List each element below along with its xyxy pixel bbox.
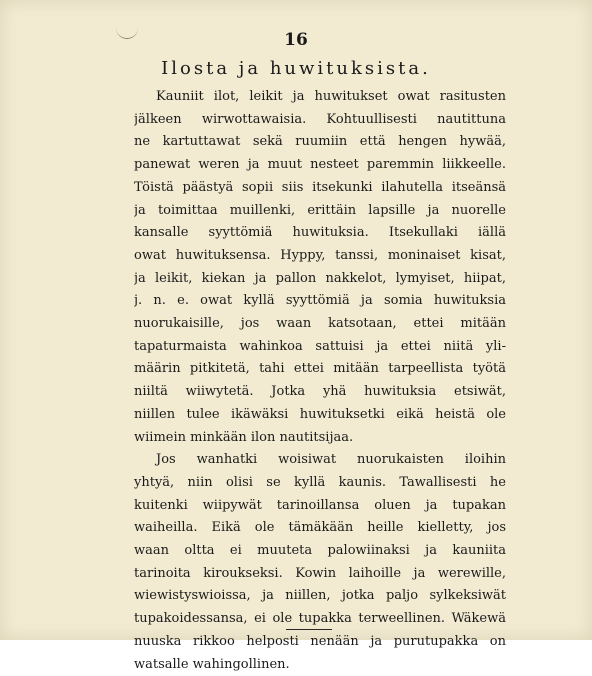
text-line: owat huwituksensa. Hyppy, tanssi, moninaiset kisat, [134,247,506,263]
text-line: panewat weren ja muut nesteet paremmin liikkeelle. [134,157,506,173]
text-line: kuitenki wiipywät tarinoillansa oluen ja tupakan [134,497,506,513]
text-line: tupakoidessansa, ei ole tupakka terweellinen. Wäkewä [134,611,506,627]
body-text [134,86,506,676]
text-line: Jos wanhatki woisiwat nuorukaisten iloihin [156,452,506,468]
text-line: kansalle syyttömiä huwituksia. Itsekullaki iällä [134,225,506,241]
text-line: Töistä päästyä sopii siis itsekunki ilahutella itseänsä [134,179,506,195]
text-line: wiimein minkään ilon nautitsijaa. [134,429,354,445]
page-number: 16 [284,30,308,50]
text-line: nuorukaisille, jos waan katsotaan, ettei mitään [134,316,506,332]
text-line: yhtyä, niin olisi se kyllä kaunis. Tawallisesti he [134,474,506,490]
closing-rule [286,629,332,630]
text-line: watsalle wahingollinen. [134,656,290,672]
text-line: ja toimittaa muillenki, erittäin lapsille ja nuorelle [134,202,506,218]
text-line: j. n. e. owat kyllä syyttömiä ja somia huwituksia [134,293,506,309]
text-line: ja leikit, kiekan ja pallon nakkelot, lymyiset, hiipat, [134,270,506,286]
text-line: ne kartuttawat sekä ruumiin että hengen hywää, [134,134,506,150]
text-line: tarinoita kiroukseksi. Kowin laihoille ja werewille, [134,565,506,581]
text-line: waiheilla. Eikä ole tämäkään heille kielletty, jos [134,520,506,536]
text-line: tapaturmaista wahinkoa sattuisi ja ettei niitä yli- [134,338,506,354]
text-line: nuuska rikkoo helposti nenään ja purutupakka on [134,633,506,649]
text-line: Kauniit ilot, leikit ja huwitukset owat rasitusten [156,89,506,104]
text-line: määrin pitkitetä, tahi ettei mitään tarpeellista työtä [134,361,506,377]
text-line: wiewistyswioissa, ja niillen, jotka paljo sylkeksiwät [134,588,506,604]
text-line: waan oltta ei muuteta palowiinaksi ja kauniita [134,543,506,559]
text-line: niillen tulee ikäwäksi huwituksetki eikä heistä ole [134,406,506,422]
text-line: jälkeen wirwottawaisia. Kohtuullisesti nautittuna [134,111,506,127]
text-line: niiltä wiiwytetä. Jotka yhä huwituksia etsiwät, [134,384,506,400]
section-heading: Ilosta ja huwituksista. [161,58,431,79]
